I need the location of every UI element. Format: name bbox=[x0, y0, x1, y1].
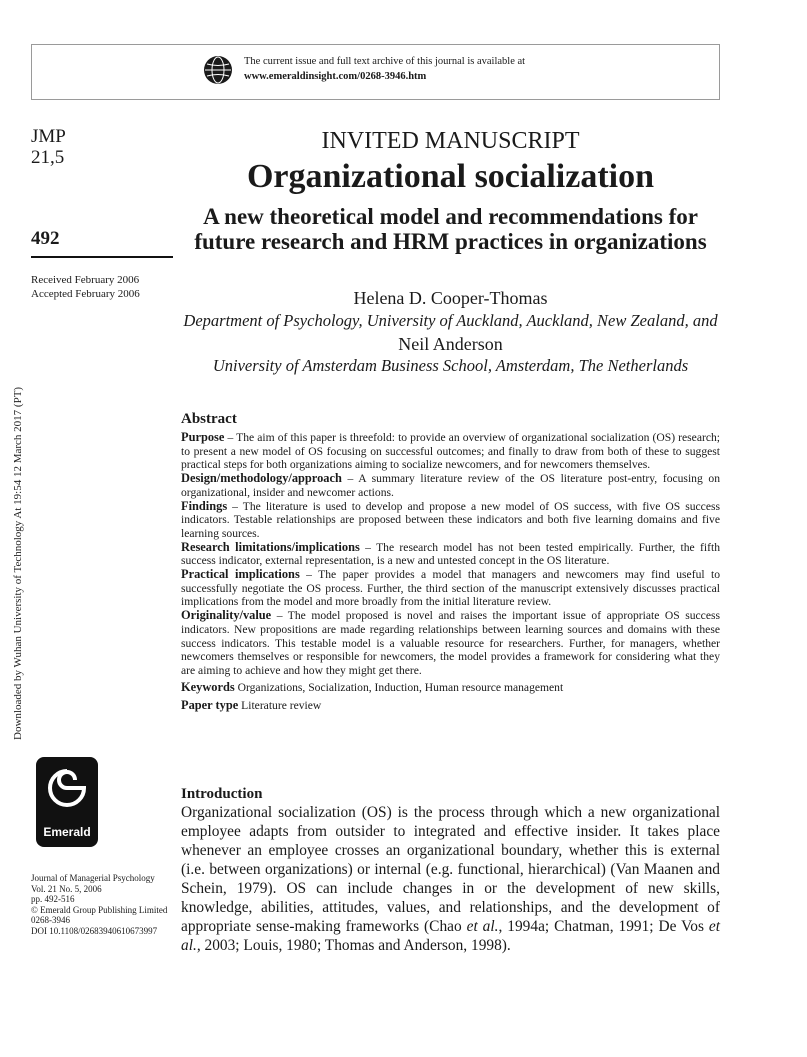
section-label: Purpose bbox=[181, 430, 225, 444]
article-category: INVITED MANUSCRIPT bbox=[321, 128, 580, 154]
abstract-section bbox=[181, 472, 720, 499]
section-text: – The research model has not been tested empirically. Further, the fifth success indicator, external representation, is a new and untested concept in the OS literature. bbox=[181, 540, 720, 568]
section-text: – A summary literature review of the OS literature post-entry, focusing on organizational, insider and newcomer actions. bbox=[181, 472, 720, 499]
journal-info-line: 0268-3946 bbox=[31, 915, 70, 926]
section-text: – The literature is used to develop and propose a new model of OS success, with five OS success indicators. Testable relationships are proposed between these indicators and both five learning domains and five learning sources. bbox=[181, 499, 720, 540]
intro-text: Organizational socialization (OS) is the process through which a new organizational employee adapts from outsider to integrated and effective insider. It takes place whenever an employee crosses an organizational boundary, whether this is external (i.e. between organizations) or internal (e.g. functional, hierarchical) (Van Maanen and Schein, 1979). OS can include changes in or the development of new skills, knowledge, abilities, attitudes, values, and relationships, and the development of appropriate sense-making frameworks (Chao bbox=[181, 804, 720, 935]
introduction-paragraph bbox=[181, 803, 720, 955]
paper-type bbox=[181, 699, 720, 713]
intro-etal: et al. bbox=[466, 918, 499, 935]
journal-info bbox=[31, 873, 167, 937]
abstract-section bbox=[181, 431, 720, 472]
abstract-section bbox=[181, 568, 720, 609]
journal-info-line: Vol. 21 No. 5, 2006 bbox=[31, 883, 102, 894]
section-text: – The aim of this paper is threefold: to provide an overview of organizational socialization (OS) research; to present a new model of OS focusing on successful outcomes; and finally to draw from both of these to suggest practical steps for both organizations aiming to socialize newcomers, and for newcomers themselves. bbox=[181, 431, 720, 472]
author-affiliation: Department of Psychology, University of Auckland, Auckland, New Zealand, and bbox=[183, 311, 718, 330]
volume-issue: 21,5 bbox=[31, 147, 65, 168]
globe-icon bbox=[203, 55, 233, 85]
introduction-heading: Introduction bbox=[181, 786, 263, 802]
emerald-logo-icon bbox=[36, 757, 98, 821]
abstract-body bbox=[181, 431, 720, 713]
page-number: 492 bbox=[31, 228, 60, 249]
author-affiliation: University of Amsterdam Business School, Amsterdam, The Netherlands bbox=[212, 356, 689, 375]
article-subtitle: A new theoretical model and recommendations for future research and HRM practices in organizations bbox=[194, 204, 707, 254]
section-label: Design/methodology/approach bbox=[181, 471, 342, 486]
author-name: Helena D. Cooper-Thomas bbox=[353, 288, 548, 308]
paper-type-label: Paper type bbox=[181, 698, 239, 713]
journal-info-line: Journal of Managerial Psychology bbox=[31, 873, 155, 883]
journal-abbreviation bbox=[31, 126, 66, 168]
received-date: Received February 2006 bbox=[31, 274, 140, 286]
abstract-heading: Abstract bbox=[181, 411, 237, 427]
accepted-date: Accepted February 2006 bbox=[31, 288, 140, 300]
intro-text: , 1994a; Chatman, 1991; De Vos bbox=[498, 918, 709, 935]
keywords-text: Organizations, Socialization, Induction, Human resource management bbox=[234, 680, 564, 694]
journal-info-line: © Emerald Group Publishing Limited bbox=[31, 904, 168, 915]
intro-text: , 2003; Louis, 1980; Thomas and Anderson, 1998). bbox=[196, 937, 511, 954]
emerald-logo-text: Emerald bbox=[43, 825, 91, 839]
keywords-label: Keywords bbox=[181, 679, 235, 694]
download-note: Downloaded by Wuhan University of Technology At 19:54 12 March 2017 (PT) bbox=[12, 386, 24, 740]
intro-etal: et al. bbox=[181, 918, 720, 954]
section-label: Originality/value bbox=[181, 608, 272, 623]
section-text: – The paper provides a model that managers and newcomers may find useful to successfully negotiate the OS process. Further, the third section of the manuscript extensively discusses practical implications from the model and more broadly from the initial literature review. bbox=[181, 568, 720, 609]
abstract-section bbox=[181, 500, 720, 541]
archive-notice: The current issue and full text archive of this journal is available at bbox=[244, 56, 526, 67]
margin-divider bbox=[31, 256, 173, 258]
section-label: Practical implications bbox=[181, 567, 300, 582]
paper-type-text: Literature review bbox=[238, 699, 322, 713]
journal-abbr: JMP bbox=[31, 126, 66, 147]
section-label: Findings bbox=[181, 498, 228, 513]
article-title: Organizational socialization bbox=[246, 158, 655, 195]
archive-url-link[interactable]: www.emeraldinsight.com/0268-3946.htm bbox=[244, 71, 427, 82]
abstract-section bbox=[181, 609, 720, 678]
section-text: – The model proposed is novel and raises the important issue of appropriate OS success indicators. New propositions are made regarding relationships between learning sources and domains with these success indicators. This testable model is a valuable resource for researchers. Further, for managers, whether newcomers themselves or responsible for newcomers, the model provides a framework for considering what they are aiming to achieve and how they might get there. bbox=[181, 609, 720, 677]
author-name: Neil Anderson bbox=[398, 334, 503, 354]
keywords bbox=[181, 681, 720, 695]
journal-info-line: pp. 492-516 bbox=[31, 894, 75, 905]
submission-dates bbox=[31, 273, 140, 301]
section-label: Research limitations/implications bbox=[181, 539, 360, 554]
abstract-section bbox=[181, 541, 720, 568]
journal-doi: DOI 10.1108/02683940610673997 bbox=[31, 925, 158, 936]
